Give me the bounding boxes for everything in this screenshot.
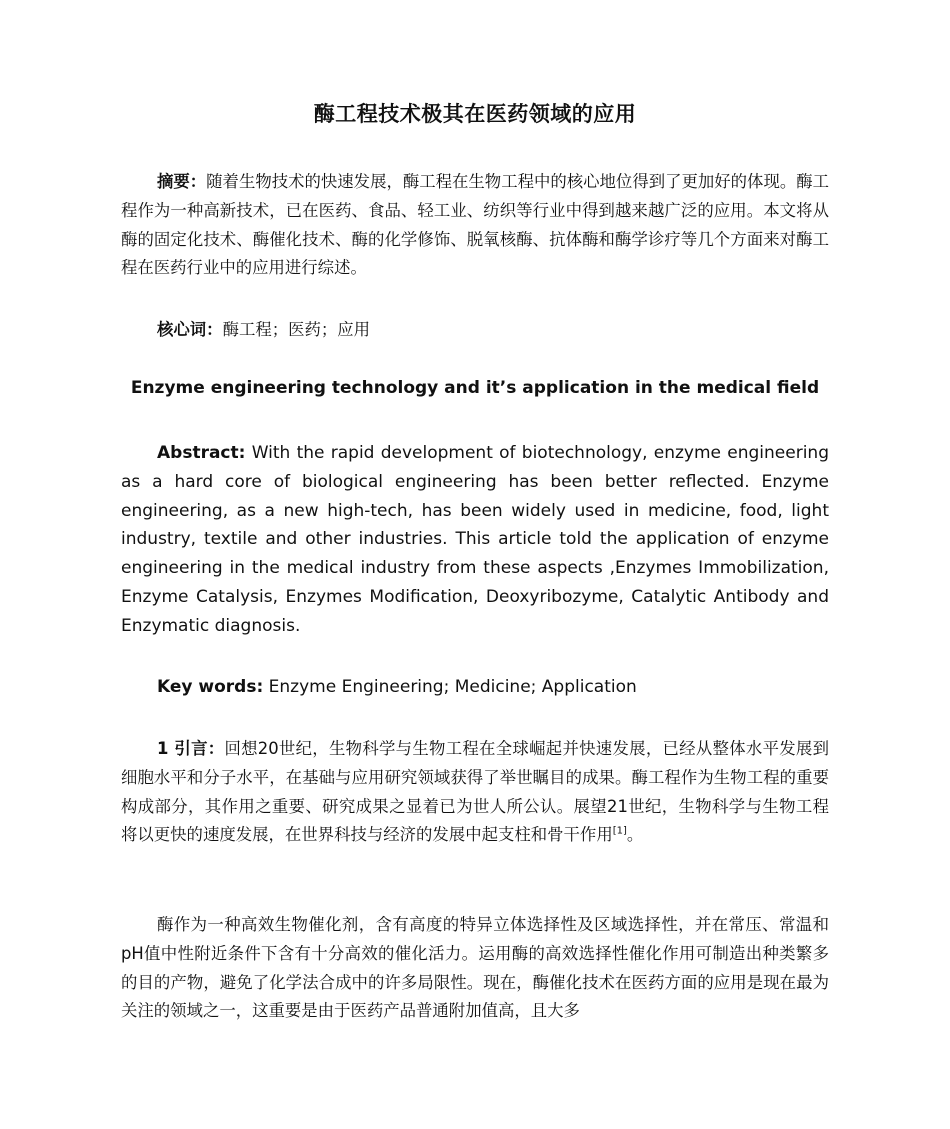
abstract-en-text: With the rapid development of biotechnology, enzyme engineering as a hard core of biological engineering has been better reflected. Enzyme engineering, as a new high-tech, has been widely used in medicine, food, light industry, textile and other industries. This article told the application of enzyme engineering in the medical industry from these aspects ,Enzymes Immobilization, Enzyme Catalysis, Enzymes Modification, Deoxyribozyme, Catalytic Antibody and Enzymatic diagnosis.: [121, 443, 829, 636]
abstract-cn-text: 随着生物技术的快速发展，酶工程在生物工程中的核心地位得到了更加好的体现。酶工程作为一种高新技术，已在医药、食品、轻工业、纺织等行业中得到越来越广泛的应用。本文将从酶的固定化技术、酶催化技术、酶的化学修饰、脱氧核酶、抗体酶和酶学诊疗等几个方面来对酶工程在医药行业中的应用进行综述。: [121, 172, 830, 278]
english-title: Enzyme engineering technology and it’s application in the medical field: [130, 378, 820, 398]
citation-ref[interactable]: [1]: [612, 825, 627, 837]
abstract-cn-label: 摘要：: [157, 172, 207, 191]
abstract-en-label: Abstract:: [157, 443, 246, 463]
keywords-en-label: Key words:: [157, 677, 264, 697]
intro-section: [121, 735, 829, 850]
paper-title: 酶工程技术极其在医药领域的应用: [313, 102, 637, 126]
keywords-cn-label: 核心词：: [157, 320, 223, 339]
intro-text: 回想20世纪，生物科学与生物工程在全球崛起并快速发展，已经从整体水平发展到细胞水平和分子水平，在基础与应用研究领域获得了举世瞩目的成果。酶工程作为生物工程的重要构成部分，其作用之重要、研究成果之显着已为世人所公认。展望21世纪，生物科学与生物工程将以更快的速度发展，在世界科技与经济的发展中起支柱和骨干作用: [121, 739, 829, 845]
abstract-en: [121, 439, 829, 641]
keywords-cn: [121, 316, 829, 345]
intro-end: 。: [626, 825, 644, 845]
keywords-en: [121, 673, 829, 702]
body-paragraph: 酶作为一种高效生物催化剂，含有高度的特异立体选择性及区域选择性，并在常压、常温和pH值中性附近条件下含有十分高效的催化活力。运用酶的高效选择性催化作用可制造出种类繁多的目的产物，避免了化学法合成中的许多局限性。现在，酶催化技术在医药方面的应用是现在最为关注的领域之一，这重要是由于医药产品普通附加值高，且大多: [121, 915, 829, 1021]
keywords-cn-text: 酶工程；医药；应用: [222, 320, 371, 339]
abstract-cn: [121, 168, 829, 283]
intro-label: 1 引言：: [157, 739, 225, 758]
keywords-en-text: Enzyme Engineering; Medicine; Application: [263, 677, 637, 697]
